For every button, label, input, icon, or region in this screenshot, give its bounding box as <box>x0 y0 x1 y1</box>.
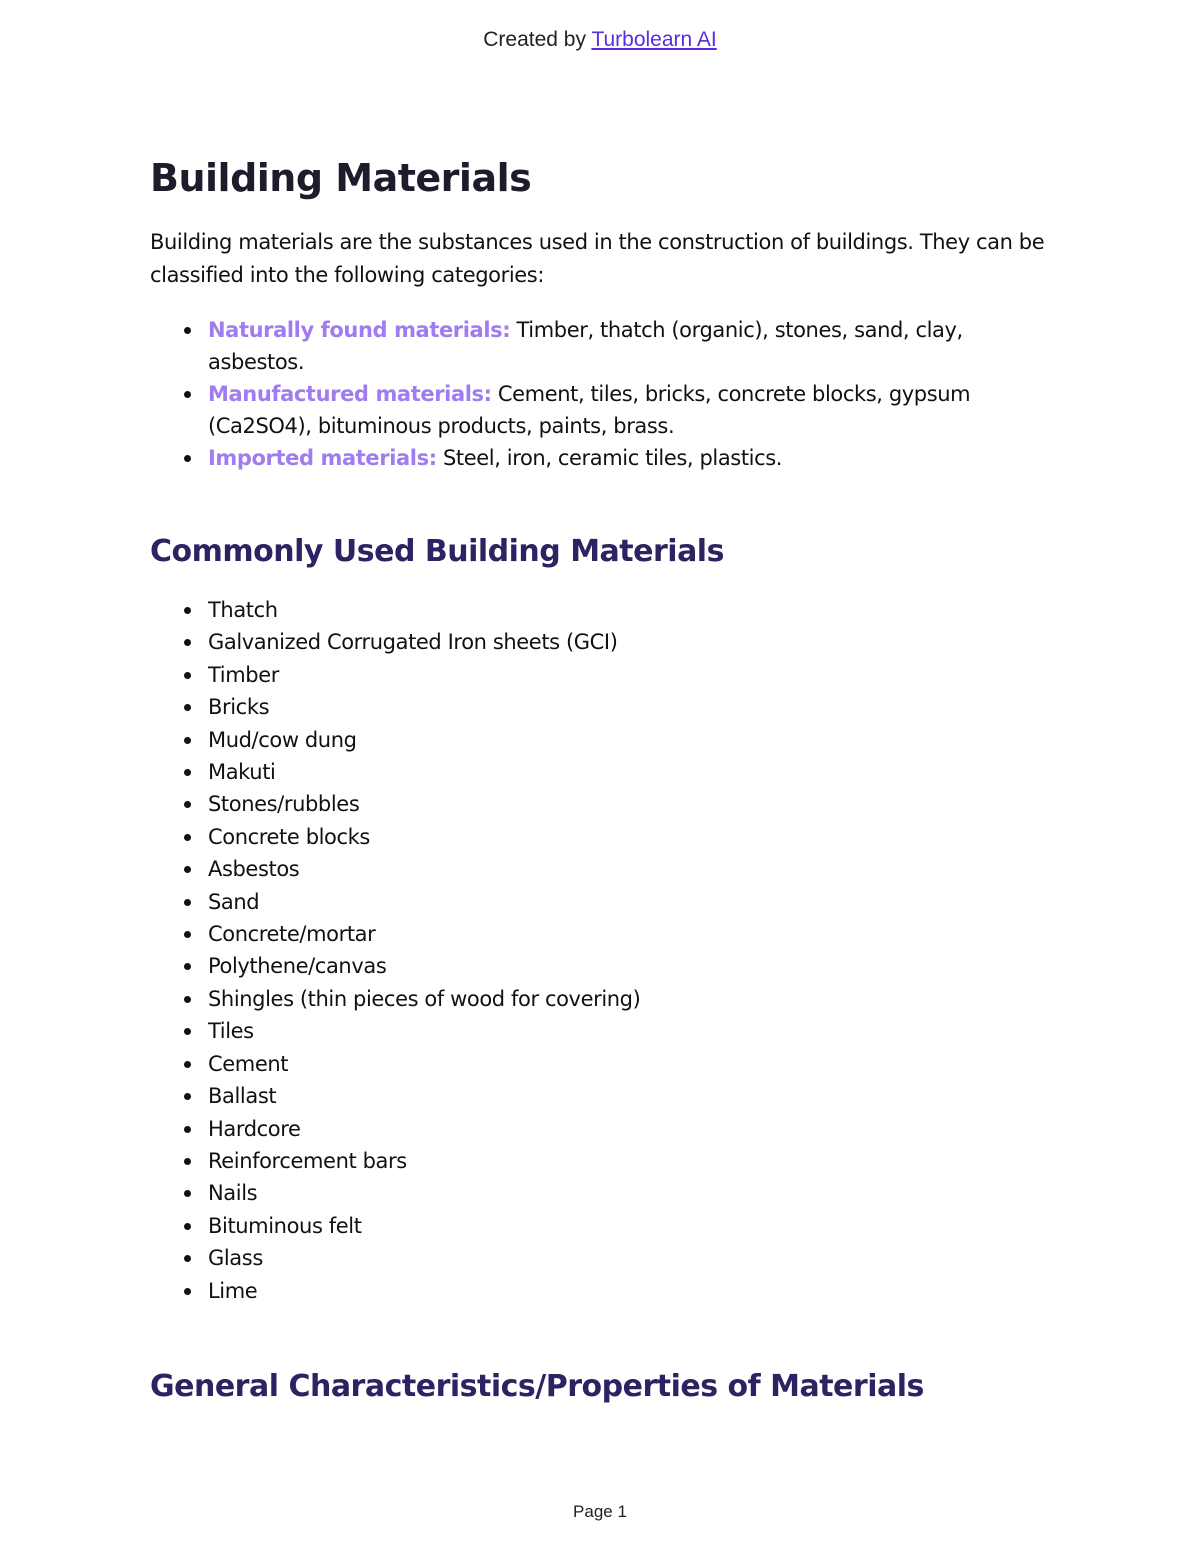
section-heading-general: General Characteristics/Properties of Materials <box>150 1368 924 1404</box>
list-item: Asbestos <box>208 853 1060 885</box>
category-label: Imported materials: <box>208 446 437 470</box>
list-item: Reinforcement bars <box>208 1145 1060 1177</box>
section-heading-common: Commonly Used Building Materials <box>150 534 724 569</box>
list-item: Polythene/canvas <box>208 950 1060 982</box>
category-text: Timber, thatch (organic), stones, sand, clay, asbestos. <box>208 318 963 374</box>
page-title: Building Materials <box>150 156 532 200</box>
list-item: Hardcore <box>208 1113 1060 1145</box>
list-item: Sand <box>208 886 1060 918</box>
intro-paragraph: Building materials are the substances used in the construction of buildings. They can be classified into the following categories: <box>150 230 1045 287</box>
page-number: Page 1 <box>573 1502 627 1521</box>
list-item: Cement <box>208 1048 1060 1080</box>
common-materials-list <box>150 594 1060 1307</box>
list-item: Shingles (thin pieces of wood for covering) <box>208 983 1060 1015</box>
list-item: Stones/rubbles <box>208 788 1060 820</box>
page-footer <box>0 1502 1200 1522</box>
list-item <box>208 442 1060 474</box>
created-by-text: Created by <box>483 28 592 51</box>
list-item: Ballast <box>208 1080 1060 1112</box>
list-item: Galvanized Corrugated Iron sheets (GCI) <box>208 626 1060 658</box>
category-label: Naturally found materials: <box>208 318 511 342</box>
category-label: Manufactured materials: <box>208 382 492 406</box>
list-item: Tiles <box>208 1015 1060 1047</box>
list-item: Glass <box>208 1242 1060 1274</box>
category-text: Cement, tiles, bricks, concrete blocks, gypsum (Ca2SO4), bituminous products, paints, brass. <box>208 382 971 438</box>
list-item: Bituminous felt <box>208 1210 1060 1242</box>
list-item: Concrete/mortar <box>208 918 1060 950</box>
category-text: Steel, iron, ceramic tiles, plastics. <box>436 446 783 470</box>
list-item: Lime <box>208 1275 1060 1307</box>
list-item <box>208 378 1060 442</box>
list-item <box>208 314 1060 378</box>
list-item: Nails <box>208 1177 1060 1209</box>
page-header <box>0 28 1200 52</box>
list-item: Makuti <box>208 756 1060 788</box>
list-item: Mud/cow dung <box>208 724 1060 756</box>
list-item: Concrete blocks <box>208 821 1060 853</box>
list-item: Thatch <box>208 594 1060 626</box>
list-item: Bricks <box>208 691 1060 723</box>
list-item: Timber <box>208 659 1060 691</box>
turbolearn-link[interactable]: Turbolearn AI <box>591 28 717 51</box>
document-body <box>150 150 1060 1409</box>
category-list <box>150 314 1060 474</box>
